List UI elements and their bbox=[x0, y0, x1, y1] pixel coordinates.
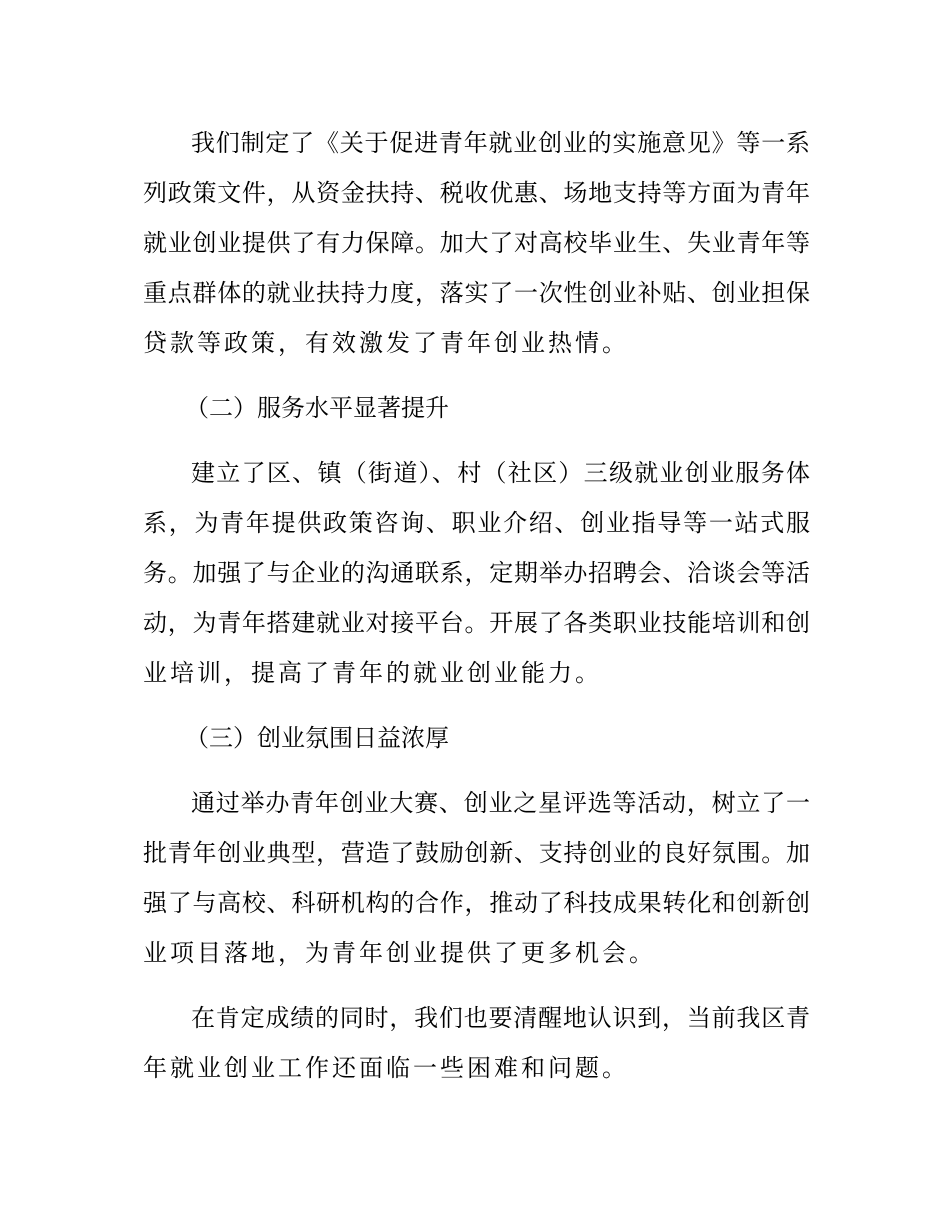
paragraph-2-line-3: 务。加强了与企业的沟通联系，定期举办招聘会、洽谈会等活 bbox=[143, 559, 810, 587]
paragraph-3-line-4: 业项目落地，为青年创业提供了更多机会。 bbox=[143, 939, 656, 967]
paragraph-3-line-3: 强了与高校、科研机构的合作，推动了科技成果转化和创新创 bbox=[143, 889, 810, 917]
paragraph-4-line-2: 年就业创业工作还面临一些困难和问题。 bbox=[143, 1054, 629, 1082]
paragraph-4-line-1: 在肯定成绩的同时，我们也要清醒地认识到，当前我区青 bbox=[191, 1004, 810, 1032]
paragraph-2-line-2: 系，为青年提供政策咨询、职业介绍、创业指导等一站式服 bbox=[143, 509, 810, 537]
paragraph-3-line-2: 批青年创业典型，营造了鼓励创新、支持创业的良好氛围。加 bbox=[143, 839, 810, 867]
section-heading-3: （三）创业氛围日益浓厚 bbox=[185, 724, 449, 752]
paragraph-2-line-1: 建立了区、镇（街道）、村（社区）三级就业创业服务体 bbox=[191, 459, 810, 487]
paragraph-2-line-4: 动，为青年搭建就业对接平台。开展了各类职业技能培训和创 bbox=[143, 609, 810, 637]
paragraph-2-line-5: 业培训，提高了青年的就业创业能力。 bbox=[143, 659, 602, 687]
section-heading-2: （二）服务水平显著提升 bbox=[185, 394, 449, 422]
paragraph-1-line-3: 就业创业提供了有力保障。加大了对高校毕业生、失业青年等 bbox=[143, 229, 810, 257]
paragraph-1-line-2: 列政策文件，从资金扶持、税收优惠、场地支持等方面为青年 bbox=[143, 179, 810, 207]
paragraph-3-line-1: 通过举办青年创业大赛、创业之星评选等活动，树立了一 bbox=[191, 789, 810, 817]
paragraph-1-line-1: 我们制定了《关于促进青年就业创业的实施意见》等一系 bbox=[191, 129, 810, 157]
paragraph-1-line-5: 贷款等政策，有效激发了青年创业热情。 bbox=[143, 329, 629, 357]
paragraph-1-line-4: 重点群体的就业扶持力度，落实了一次性创业补贴、创业担保 bbox=[143, 279, 810, 307]
